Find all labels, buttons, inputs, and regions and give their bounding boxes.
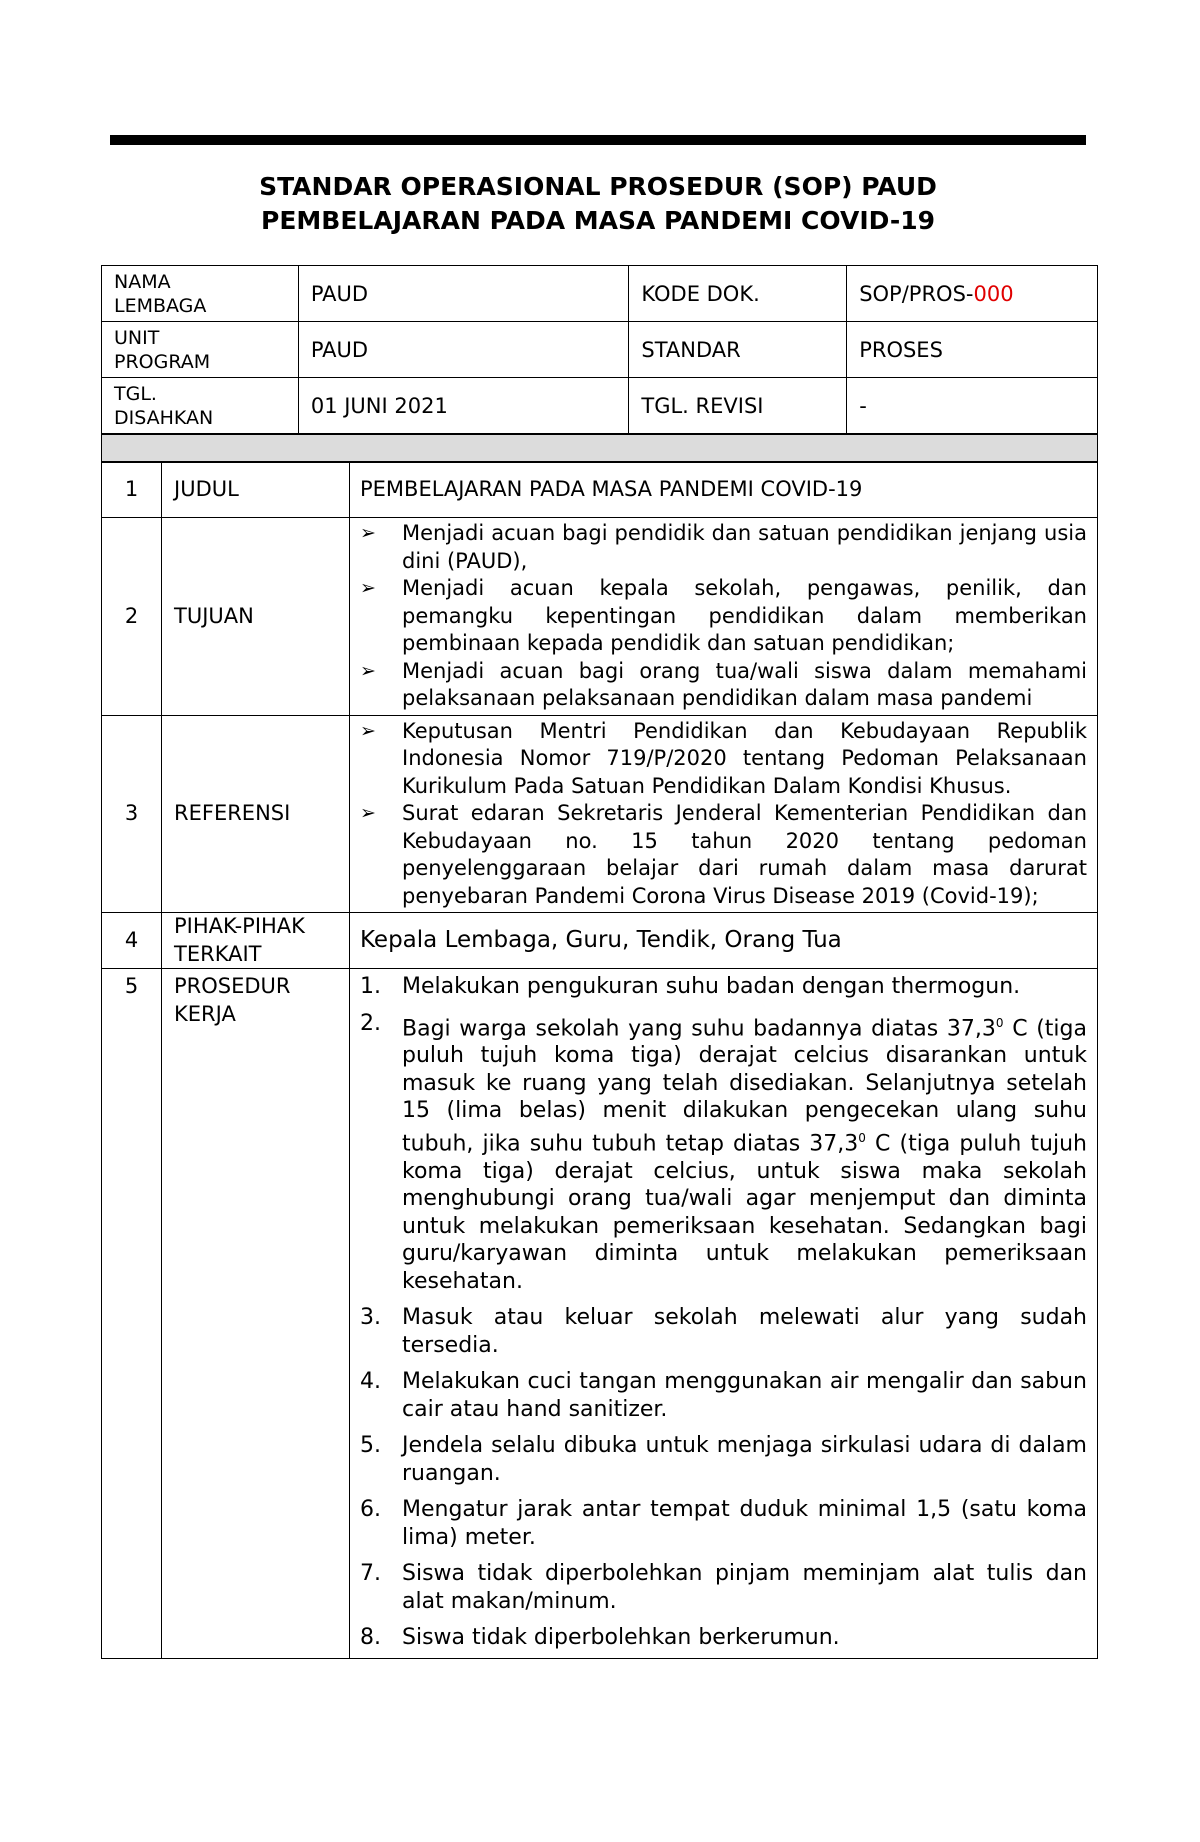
tgl-disahkan-value: 01 JUNI 2021 (298, 378, 629, 434)
header-row (102, 266, 1098, 322)
row-label: JUDUL (162, 463, 350, 518)
arrow-bullet-icon: ➢ (360, 802, 376, 824)
row-judul (102, 463, 1098, 518)
kode-dok-number: 000 (973, 281, 1014, 306)
document-title (110, 170, 1086, 238)
row-number: 4 (102, 913, 162, 969)
row-number: 3 (102, 715, 162, 913)
title-line-2: PEMBELAJARAN PADA MASA PANDEMI COVID-19 (261, 206, 935, 235)
row-value: PEMBELAJARAN PADA MASA PANDEMI COVID-19 (350, 463, 1098, 518)
row-label: PIHAK-PIHAK TERKAIT (162, 913, 350, 969)
row-number: 5 (102, 969, 162, 1659)
list-item: 5. Jendela selalu dibuka untuk menjaga sirkulasi udara di dalam ruangan. (360, 1433, 1087, 1486)
nama-lembaga-value: PAUD (298, 266, 629, 322)
arrow-bullet-icon: ➢ (360, 522, 376, 544)
unit-program-label: UNIT PROGRAM (102, 322, 299, 378)
header-table (101, 265, 1098, 434)
sop-table (101, 462, 1098, 1659)
tgl-revisi-value: - (847, 378, 1098, 434)
list-item: 2. Bagi warga sekolah yang suhu badannya diatas 37,3$^0$ C (tiga puluh tujuh koma tiga) derajat celcius disarankan untuk masuk ke ruang yang telah disediakan. Selanjutnya setelah 15 (lima belas) menit dilakukan pengecekan ulang suhu tubuh, jika suhu tubuh tetap diatas 37,3$^0$ C (tiga puluh tujuh koma tiga) derajat celcius, untuk siswa maka sekolah menghubungi orang tua/wali agar menjemput dan diminta untuk melakukan pemeriksaan kesehatan. Sedangkan bagi guru/karyawan diminta untuk melakukan pemeriksaan kesehatan. (360, 1010, 1087, 1294)
row-value (350, 518, 1098, 716)
header-row (102, 322, 1098, 378)
row-tujuan (102, 518, 1098, 716)
list-item: 8. Siswa tidak diperbolehkan berkerumun. (360, 1625, 840, 1651)
nama-lembaga-label: NAMA LEMBAGA (102, 266, 299, 322)
list-item: ➢ Keputusan Mentri Pendidikan dan Kebudayaan Republik Indonesia Nomor 719/P/2020 tentang Pedoman Pelaksanaan Kurikulum Pada Satuan Pendidikan Dalam Kondisi Khusus. (360, 718, 1087, 801)
list-item: 6. Mengatur jarak antar tempat duduk minimal 1,5 (satu koma lima) meter. (360, 1497, 1087, 1550)
top-rule (110, 135, 1086, 145)
row-number: 2 (102, 518, 162, 716)
standar-label: STANDAR (629, 322, 847, 378)
kode-dok-label: KODE DOK. (629, 266, 847, 322)
procedure-list (360, 973, 1087, 1652)
row-value (350, 715, 1098, 913)
list-item: ➢ Menjadi acuan bagi pendidik dan satuan pendidikan jenjang usia dini (PAUD), (360, 520, 1087, 575)
arrow-bullet-icon: ➢ (360, 577, 376, 599)
tgl-revisi-label: TGL. REVISI (629, 378, 847, 434)
row-value (350, 969, 1098, 1659)
kode-dok-value: SOP/PROS-000 (847, 266, 1098, 322)
section-divider (101, 434, 1098, 462)
row-label: PROSEDUR KERJA (162, 969, 350, 1659)
unit-program-value: PAUD (298, 322, 629, 378)
list-item: ➢ Surat edaran Sekretaris Jenderal Kementerian Pendidikan dan Kebudayaan no. 15 tahun 2020 tentang pedoman penyelenggaraan belajar dari rumah dalam masa darurat penyebaran Pandemi Corona Virus Disease 2019 (Covid-19); (360, 800, 1087, 910)
list-item: 4. Melakukan cuci tangan menggunakan air mengalir dan sabun cair atau hand sanitizer. (360, 1369, 1087, 1422)
row-label: TUJUAN (162, 518, 350, 716)
row-referensi (102, 715, 1098, 913)
row-prosedur-kerja (102, 969, 1098, 1659)
list-item: 3. Masuk atau keluar sekolah melewati alur yang sudah tersedia. (360, 1305, 1087, 1358)
row-number: 1 (102, 463, 162, 518)
arrow-bullet-icon: ➢ (360, 659, 376, 682)
row-label: REFERENSI (162, 715, 350, 913)
arrow-bullet-icon: ➢ (360, 719, 376, 742)
title-line-1: STANDAR OPERASIONAL PROSEDUR (SOP) PAUD (259, 172, 937, 201)
list-item: 1. Melakukan pengukuran suhu badan dengan thermogun. (360, 974, 1021, 999)
row-pihak-terkait (102, 913, 1098, 969)
standar-value: PROSES (847, 322, 1098, 378)
header-row (102, 378, 1098, 434)
row-value: Kepala Lembaga, Guru, Tendik, Orang Tua (350, 913, 1098, 969)
list-item: 7. Siswa tidak diperbolehkan pinjam meminjam alat tulis dan alat makan/minum. (360, 1561, 1087, 1614)
list-item: ➢ Menjadi acuan bagi orang tua/wali siswa dalam memahami pelaksanaan pelaksanaan pendidikan dalam masa pandemi (360, 658, 1087, 713)
tgl-disahkan-label: TGL. DISAHKAN (102, 378, 299, 434)
list-item: ➢ Menjadi acuan kepala sekolah, pengawas, penilik, dan pemangku kepentingan pendidikan dalam memberikan pembinaan kepada pendidik dan satuan pendidikan; (360, 575, 1087, 658)
